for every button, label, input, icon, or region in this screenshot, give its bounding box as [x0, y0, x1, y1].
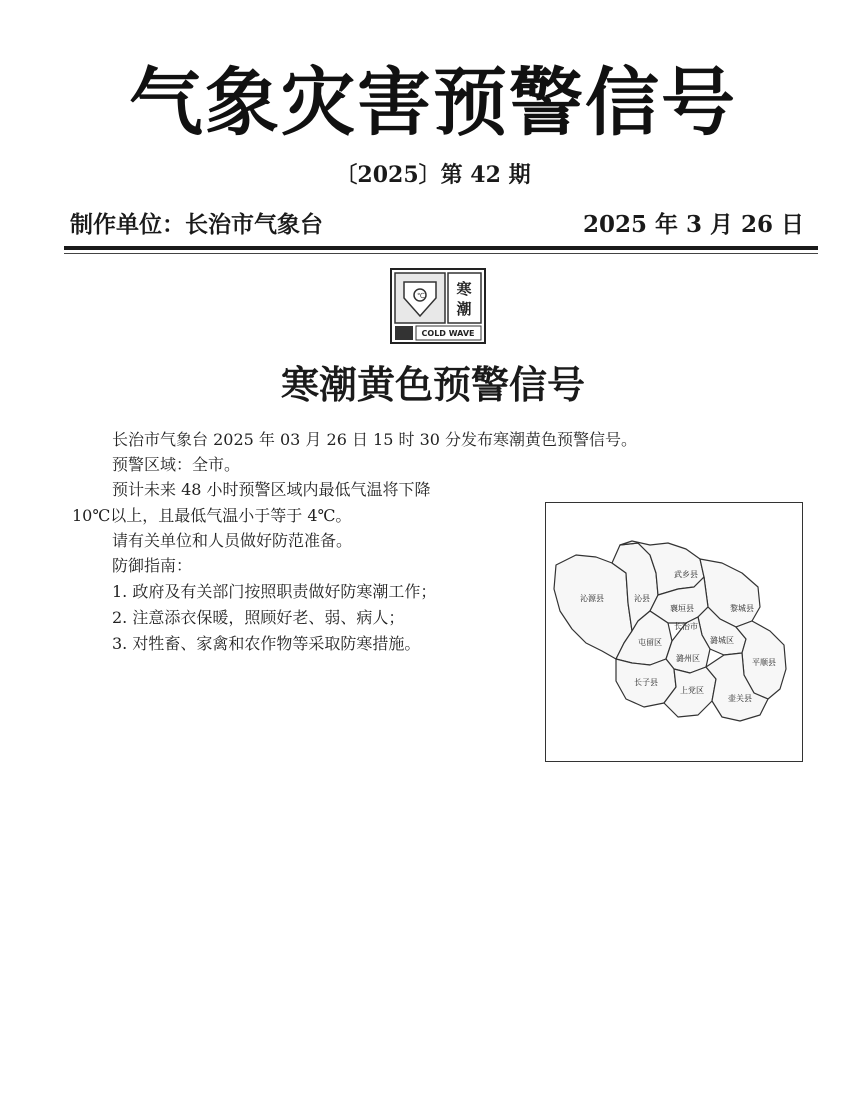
map-label-licheng: 黎城县	[730, 604, 754, 613]
svg-text:℃: ℃	[417, 292, 425, 300]
map-label-zhangzi: 长子县	[634, 678, 658, 687]
header-divider-thin	[64, 253, 818, 254]
body-line-1: 长治市气象台 2025 年 03 月 26 日 15 时 30 分发布寒潮黄色预警信号。	[112, 430, 638, 449]
body-line-2: 预警区域：全市。	[112, 455, 241, 474]
map-label-wuxiang: 武乡县	[674, 570, 698, 579]
issue-number: 〔2025〕第 42 期	[335, 162, 531, 188]
map-label-luzhou: 潞州区	[676, 654, 700, 663]
map-label-pingshun: 平顺县	[752, 658, 776, 667]
map-label-qinyuan: 沁源县	[580, 594, 604, 603]
guide-item-3: 3. 对牲畜、家禽和农作物等采取防寒措施。	[112, 634, 421, 653]
warning-area-map	[545, 502, 803, 762]
issue-date: 2025 年 3 月 26 日	[582, 211, 804, 238]
issuing-unit: 制作单位：长治市气象台	[70, 211, 323, 238]
map-label-huguan: 壶关县	[728, 694, 752, 703]
masthead-title: 气象灾害预警信号	[129, 60, 737, 146]
guide-item-2: 2. 注意添衣保暖，照顾好老、弱、病人；	[112, 608, 405, 627]
badge-text-en: COLD WAVE	[421, 329, 475, 338]
guide-item-1: 1. 政府及有关部门按照职责做好防寒潮工作；	[112, 582, 437, 601]
map-label-changzhi: 长治市	[674, 622, 698, 631]
map-label-qinxian: 沁县	[634, 594, 650, 603]
map-region-qinyuan	[554, 555, 632, 659]
body-line-5: 请有关单位和人员做好防范准备。	[112, 531, 353, 550]
header-divider-thick	[64, 246, 818, 250]
badge-text-cn-2: 潮	[456, 300, 472, 318]
signal-title: 寒潮黄色预警信号	[280, 363, 585, 407]
cold-wave-yellow-warning-icon	[390, 268, 486, 344]
body-line-4: 10℃以上，且最低气温小于等于 4℃。	[72, 506, 352, 525]
guide-heading: 防御指南：	[112, 556, 193, 575]
map-label-tunliu: 屯留区	[638, 638, 662, 647]
map-label-shangdang: 上党区	[680, 686, 704, 695]
map-label-lucheng: 潞城区	[710, 636, 734, 645]
body-line-3: 预计未来 48 小时预警区域内最低气温将下降	[112, 480, 431, 499]
badge-text-cn-1: 寒	[456, 280, 472, 298]
map-label-xiangyuan: 襄垣县	[670, 604, 694, 613]
